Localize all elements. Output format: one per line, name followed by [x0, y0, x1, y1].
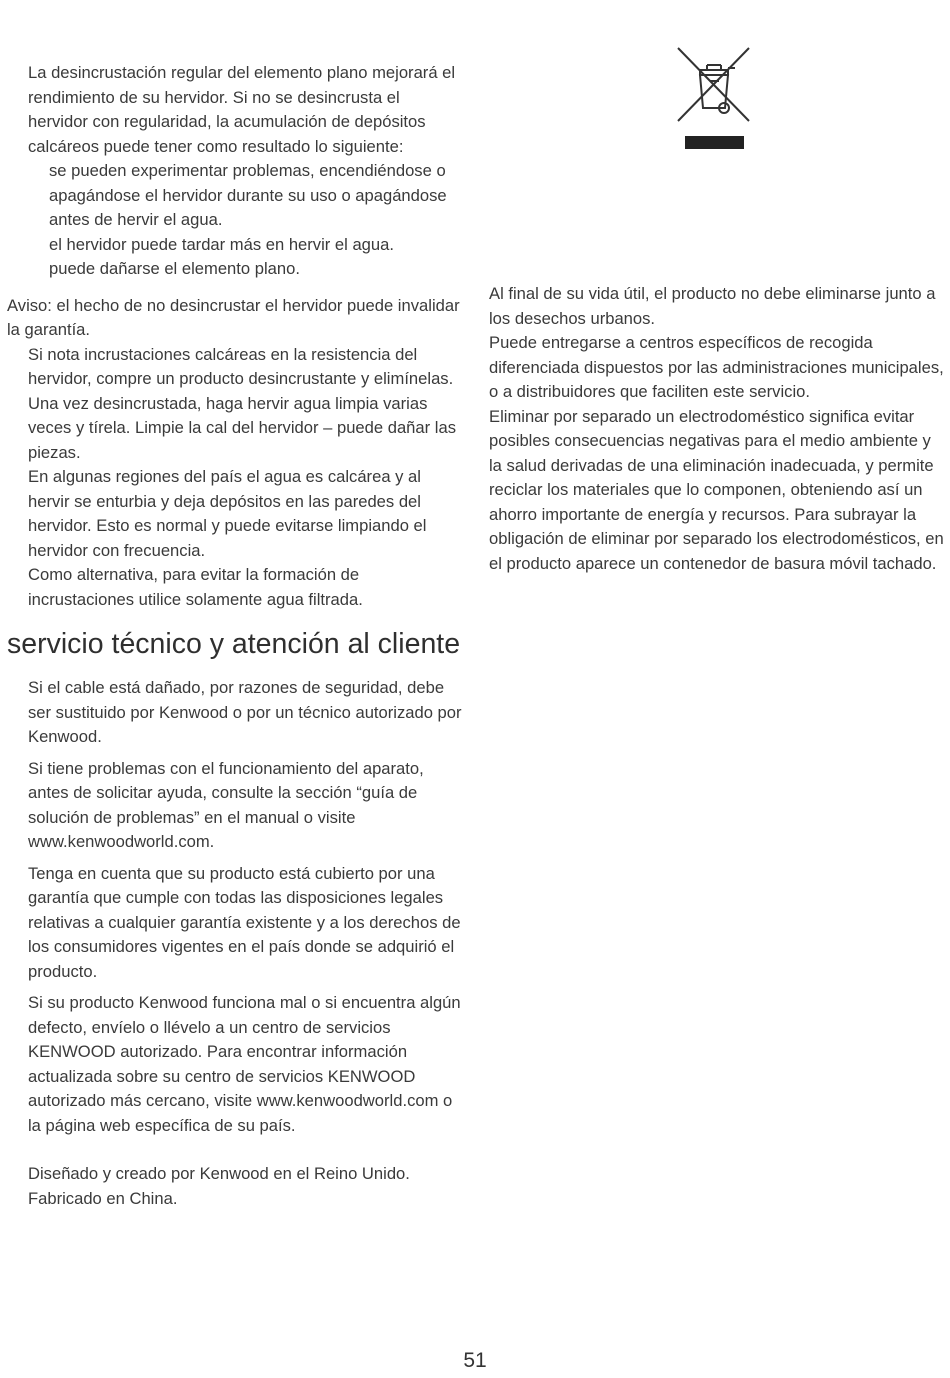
manufacture-origin-line: Fabricado en China.	[28, 1188, 178, 1208]
page-number: 51	[463, 1349, 487, 1372]
tip-item: Si nota incrustaciones calcáreas en la resistencia del hervidor, compre un producto desincrustante y elimínelas.	[28, 344, 454, 388]
disposal-paragraph: Eliminar por separado un electrodoméstico significa evitar posibles consecuencias negativas para el medio ambiente y la salud derivadas de una eliminación inadecuada, y permite reciclar los materiales que lo componen, obteniendo así un ahorro importante de energía y recursos. Para subrayar la obligación de eliminar por separado los electrodomésticos, en el producto aparece un contenedor de basura móvil tachado.	[489, 406, 944, 573]
crossed-out-wheelie-bin-icon	[676, 46, 752, 152]
tip-item: En algunas regiones del país el agua es calcárea y al hervir se enturbia y deja depósitos en las paredes del hervidor. Esto es normal y puede evitarse limpiando el hervidor con frecuencia.	[28, 467, 427, 560]
disposal-paragraph: Puede entregarse a centros específicos de recogida diferenciada dispuestos por las administraciones municipales, o a distribuidores que faciliten este servicio.	[489, 333, 944, 401]
warranty-warning: Aviso: el hecho de no desincrustar el hervidor puede invalidar la garantía.	[7, 295, 460, 339]
descaling-intro: La desincrustación regular del elemento plano mejorará el rendimiento de su hervidor. Si no se desincrusta el hervidor con regularidad, la acumulación de depósitos calcáreos puede tener como resultado lo siguiente:	[28, 63, 456, 156]
consequence-item: el hervidor puede tardar más en hervir el agua.	[49, 234, 394, 254]
right-column	[489, 282, 944, 576]
service-paragraph: Si su producto Kenwood funciona mal o si encuentra algún defecto, envíelo o llévelo a un centro de servicios KENWOOD autorizado. Para encontrar información actualizada sobre su centro de servicios KENWOOD autorizado más cercano, visite www.kenwoodworld.com o la página web específica de su país.	[28, 993, 461, 1135]
consequence-item: puede dañarse el elemento plano.	[49, 259, 300, 278]
tip-item: Una vez desincrustada, haga hervir agua limpia varias veces y tírela. Limpie la cal del hervidor – puede dañar las piezas.	[28, 393, 456, 462]
consequence-item: se pueden experimentar problemas, encendiéndose o apagándose el hervidor durante su uso o apagándose antes de hervir el agua.	[49, 161, 447, 229]
service-paragraph: Si el cable está dañado, por razones de seguridad, debe ser sustituido por Kenwood o por un técnico autorizado por Kenwood.	[28, 678, 462, 746]
service-paragraph: Si tiene problemas con el funcionamiento del aparato, antes de solicitar ayuda, consulte la sección “guía de solución de problemas” en el manual o visite www.kenwoodworld.com.	[28, 758, 424, 851]
service-paragraph: Tenga en cuenta que su producto está cubierto por una garantía que cumple con todas las disposiciones legales relativas a cualquier garantía existente y a los derechos de los consumidores vigentes en el país donde se adquirió el producto.	[28, 863, 461, 981]
disposal-paragraph: Al final de su vida útil, el producto no debe eliminarse junto a los desechos urbanos.	[489, 284, 936, 328]
design-origin-line: Diseñado y creado por Kenwood en el Reino Unido.	[28, 1164, 410, 1183]
left-column	[7, 61, 463, 1211]
tip-item: Como alternativa, para evitar la formación de incrustaciones utilice solamente agua filtrada.	[28, 565, 363, 609]
service-heading: servicio técnico y atención al cliente	[7, 628, 461, 660]
